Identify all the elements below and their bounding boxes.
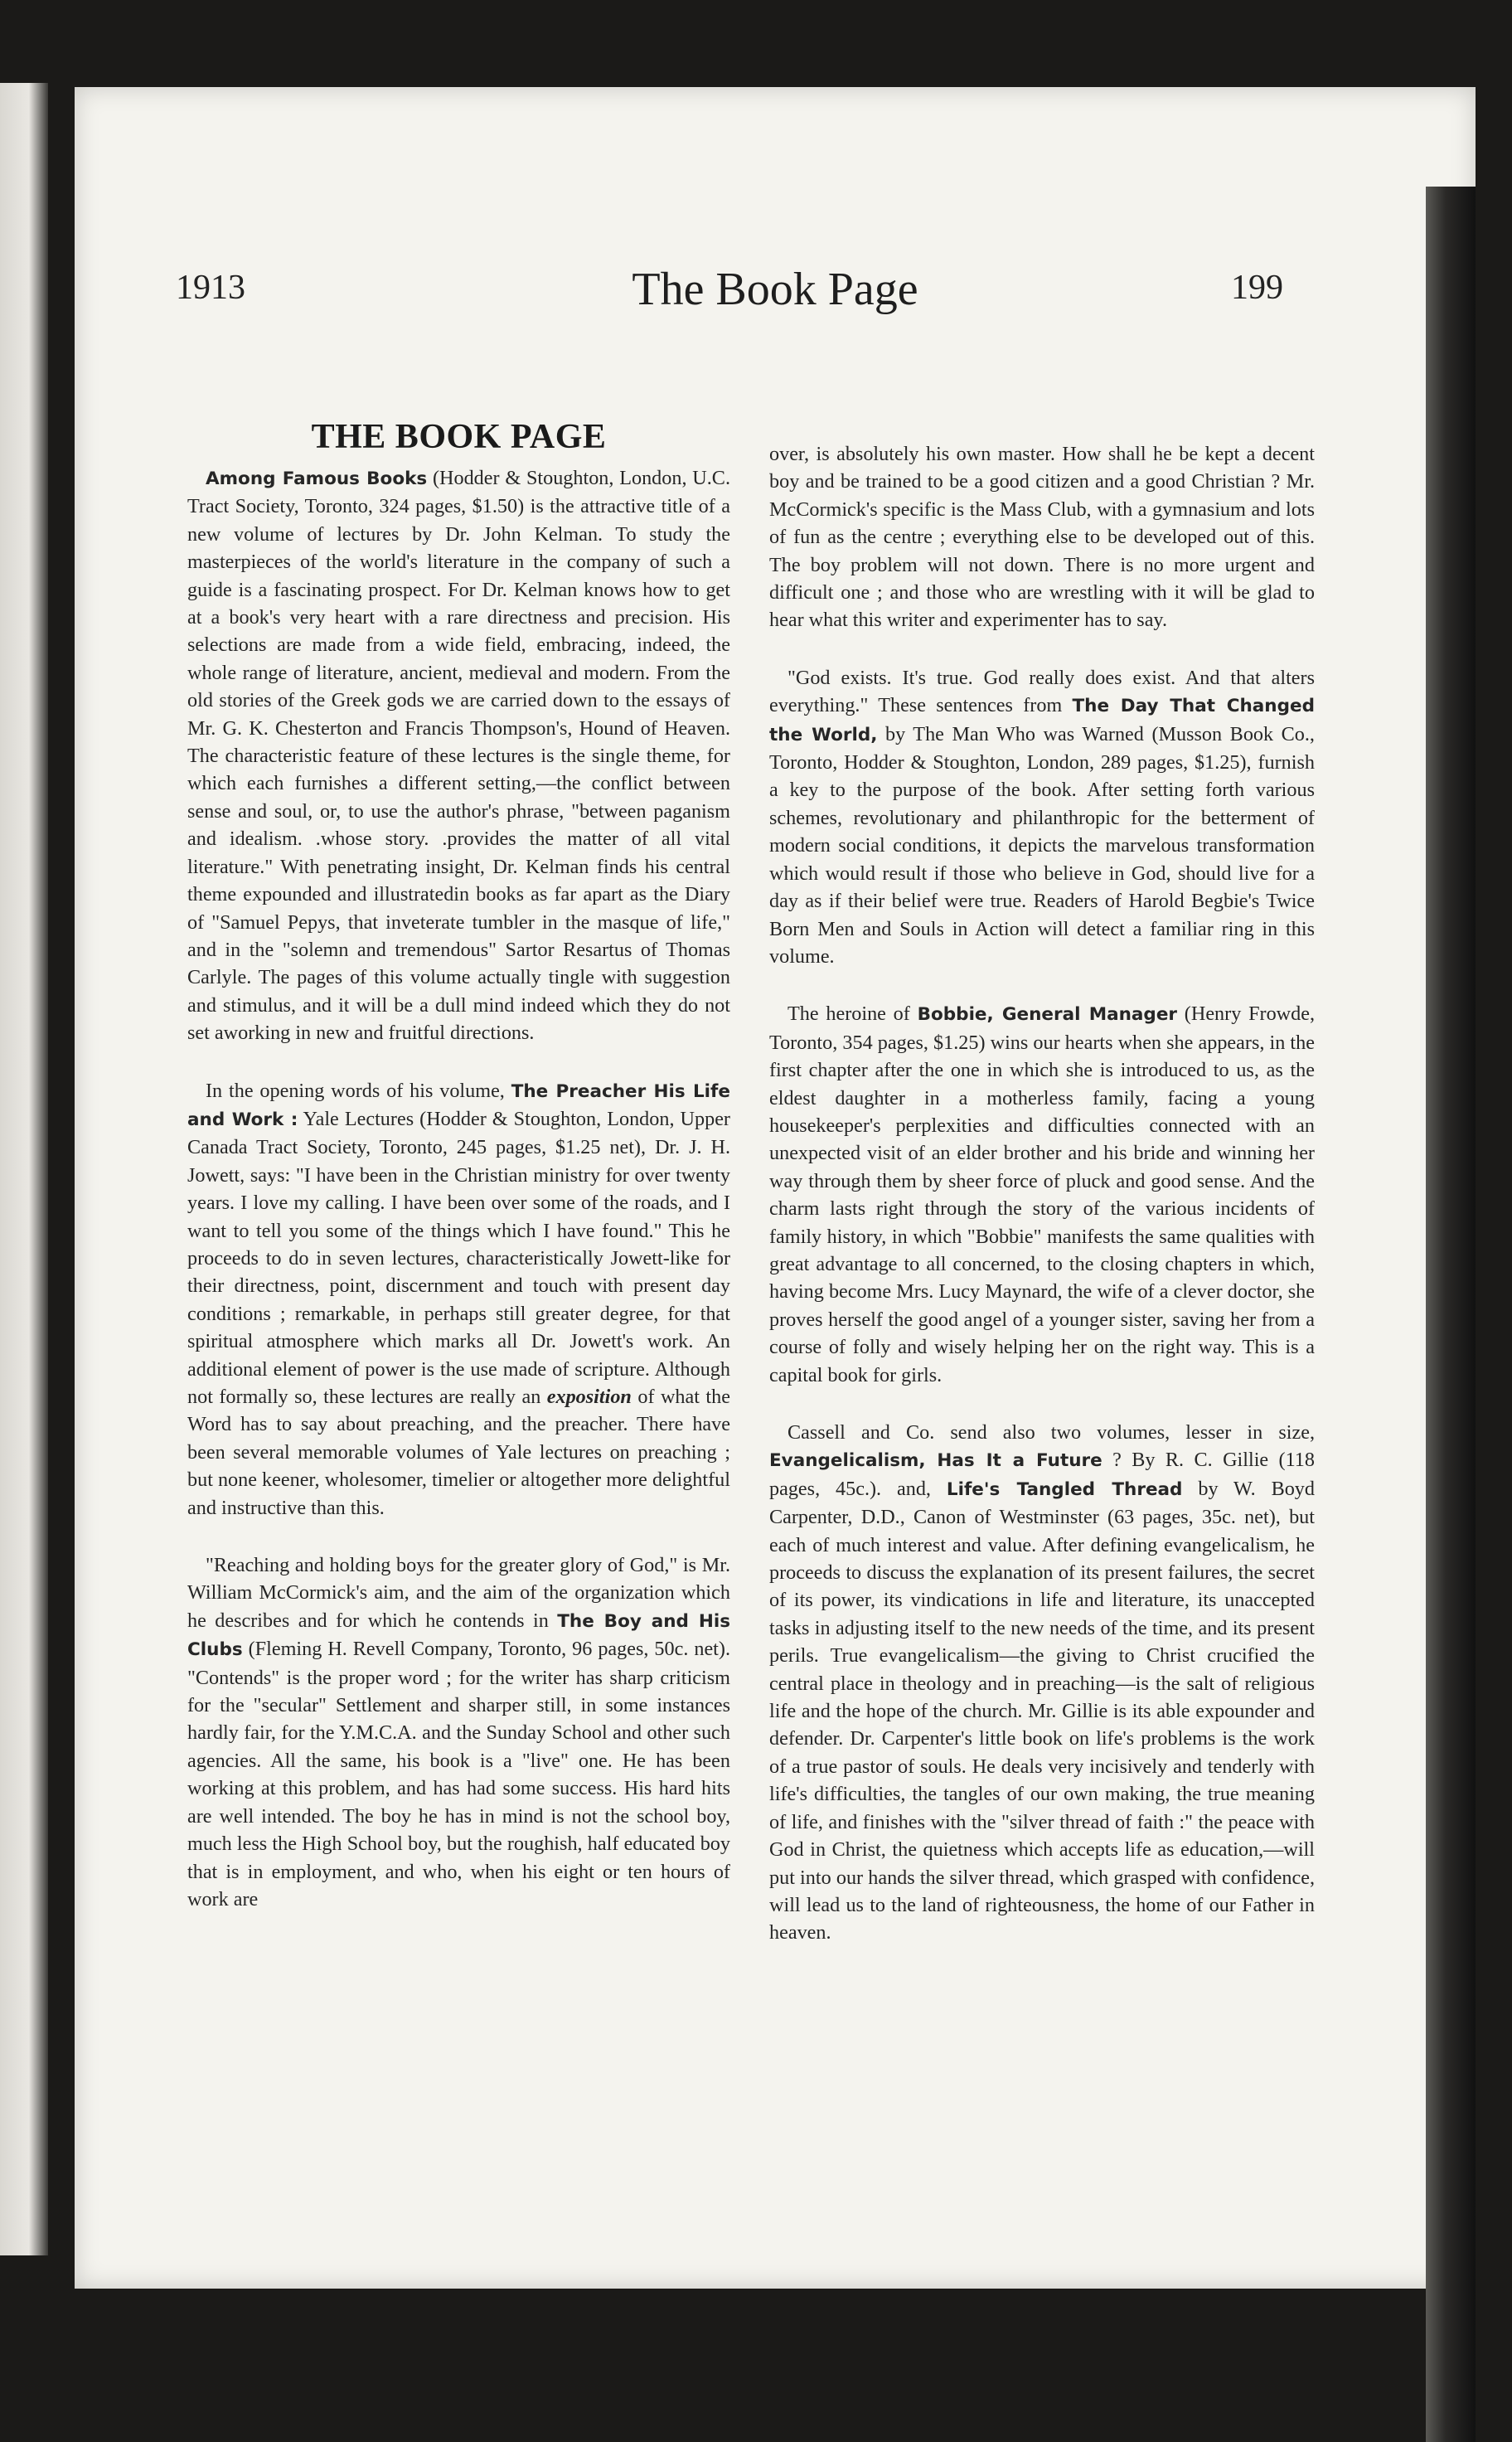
book-title: The Boy and His Clubs: [187, 1610, 730, 1661]
review-day-that-changed: "God exists. It's true. God really does exist. And that alters everything." These sentences from The Day That Changed the World, by The Man Who was Warned (Musson Book Co., Toronto, Hodder & Stoughton, London, 289 pages, $1.25), furnish a key to the purpose of the book. After setting forth various schemes, revolutionary and philanthropic for the betterment of modern social conditions, it depicts the marvelous transformation which would result if those who believe in God, should live for a day as if their belief were true. Readers of Harold Begbie's Twice Born Men and Souls in Action will detect a familiar ring in this volume.: [769, 666, 1315, 968]
review-bobbie: The heroine of Bobbie, General Manager (Henry Frowde, Toronto, 354 pages, $1.25) wins our hearts when she appears, in the first chapter after the one in which she is introduced to us, as the eldest daughter in a motherless family, facing a young housekeeper's perplexities and difficulties connected with an unexpected visit of an elder brother and his bride and winning her way through them by sheer force of pluck and good sense. And the charm lasts right through the story of the various incidents of family history, in which "Bobbie" manifests the same qualities with great advantage to all concerned, to the closing chapters in which, having become Mrs. Lucy Maynard, the wife of a clever doctor, she proves herself the good angel of a younger sister, saving her from a course of folly and wisely helping her on the right way. This is a capital book for girls.: [769, 1003, 1316, 1386]
book-title: The Day That Changed the World,: [769, 696, 1315, 745]
section-title: THE BOOK PAGE: [311, 418, 607, 456]
right-column: [769, 440, 1315, 1947]
review-mccormick-continued: over, is absolutely his own master. How shall he be kept a decent boy and be trained to be a good citizen and a good Christian ? Mr. McCormick's specific is the Mass Club, with a gymnasium and lots of fun as the centre ; everything else to be developed out of this. The boy problem will not down. There is no more urgent and difficult one ; and those who are wrestling with it will be glad to hear what this writer and experimenter has to say.: [769, 443, 1315, 632]
page-number: 199: [1231, 269, 1283, 307]
book-spine: [1426, 187, 1476, 2442]
review-cassell: Cassell and Co. send also two volumes, lesser in size, Evangelicalism, Has It a Future ? By R. C. Gillie (118 pages, 45c.). and, Life's Tangled Thread by W. Boyd Carpenter, D.D., Canon of Westminster (63 pages, 35c. net), but each of much interest and value. After defining evangelicalism, he proceeds to discuss the explanation of its present failures, the secret of its power, its vindications in life and literature, its unaccepted tasks in adjusting itself to the new needs of the time, and its present perils. True evangelicalism—the giving to Christ crucified the central place in theology and in preaching—is the salt of religious life and the hope of the church. Mr. Gillie is its able expounder and defender. Dr. Carpenter's little book on life's problems is the work of a true pastor of souls. He deals very incisively and tenderly with life's difficulties, the tangles of our own making, the true meaning of life, and finishes with the "silver thread of faith :" the peace with God in Christ, the quietness which accepts life as education,—will put into our hands the silver thread, which grasped with confidence, will lead us to the land of righteousness, the home of our Father in heaven.: [769, 1421, 1315, 1944]
book-title: Among Famous Books: [206, 468, 428, 489]
review-kelman: Among Famous Books (Hodder & Stoughton, London, U.C. Tract Society, Toronto, 324 pages, $1.50) is the attractive title of a new volume of lectures by Dr. John Kelman. To study the masterpieces of the world's literature in the company of such a guide is a fascinating prospect. For Dr. Kelman knows how to get at a book's very heart with a rare directness and precision. His selections are made from a wide field, embracing, indeed, the whole range of literature, ancient, medieval and modern. From the old stories of the Greek gods we are carried down to the essays of Mr. G. K. Chesterton and Francis Thompson's, Hound of Heaven. The characteristic feature of these lectures is the single theme, for which each furnishes a different setting,—the conflict between sense and soul, or, to use the author's phrase, "between paganism and idealism. .whose story. .provides the matter of all vital literature." With penetrating insight, Dr. Kelman finds his central theme expounded and illustratedin books as far apart as the Diary of "Samuel Pepys, that inveterate tumbler in the masque of life," and in the "solemn and tremendous" Sartor Resartus of Thomas Carlyle. The pages of this volume actually tingle with suggestion and stimulus, and it will be a dull mind indeed which they do not set aworking in new and fruitful directions.: [187, 467, 730, 1045]
book-title: The Preacher His Life and Work :: [187, 1080, 730, 1130]
book-title: Evangelicalism, Has It a Future: [769, 1450, 1102, 1472]
book-title: Life's Tangled Thread: [946, 1478, 1183, 1500]
book-title: Bobbie, General Manager: [917, 1004, 1178, 1026]
left-column: [187, 415, 730, 1913]
running-title: The Book Page: [632, 264, 918, 315]
review-mccormick: "Reaching and holding boys for the greater glory of God," is Mr. William McCormick's aim, and the aim of the organization which he describes and for which he contends in The Boy and His Clubs (Fleming H. Revell Company, Toronto, 96 pages, 50c. net). "Contends" is the proper word ; for the writer has sharp criticism for the "secular" Settlement and sharper still, in some instances hardly fair, for the Y.M.C.A. and the Sunday School and other such agencies. All the same, his book is a "live" one. He has been working at this problem, and has had some success. His hard hits are well intended. The boy he has in mind is not the school boy, much less the High School boy, but the roughish, half educated boy that is in employment, and who, when his eight or ten hours of work are: [187, 1554, 730, 1910]
book-page: [75, 87, 1476, 2289]
page-year: 1913: [176, 269, 245, 307]
review-jowett: In the opening words of his volume, The Preacher His Life and Work : Yale Lectures (Hodder & Stoughton, London, Upper Canada Tract Society, Toronto, 245 pages, $1.25 net), Dr. J. H. Jowett, says: "I have been in the Christian ministry for over twenty years. I love my calling. I have been over some of the roads, and I want to tell you some of the things which I have found." This he proceeds to do in seven lectures, characteristically Jowett-like for their directness, point, discernment and touch with present day conditions ; remarkable, in perhaps still greater degree, for that spiritual atmosphere which marks all Dr. Jowett's work. An additional element of power is the use made of scripture. Although not formally so, these lectures are really an exposition of what the Word has to say about preaching, and the preacher. There have been several memorable volumes of Yale lectures on preaching ; but none keener, wholesomer, timelier or altogether more delightful and instructive than this.: [187, 1079, 730, 1519]
facing-page-edge: [0, 83, 48, 2255]
